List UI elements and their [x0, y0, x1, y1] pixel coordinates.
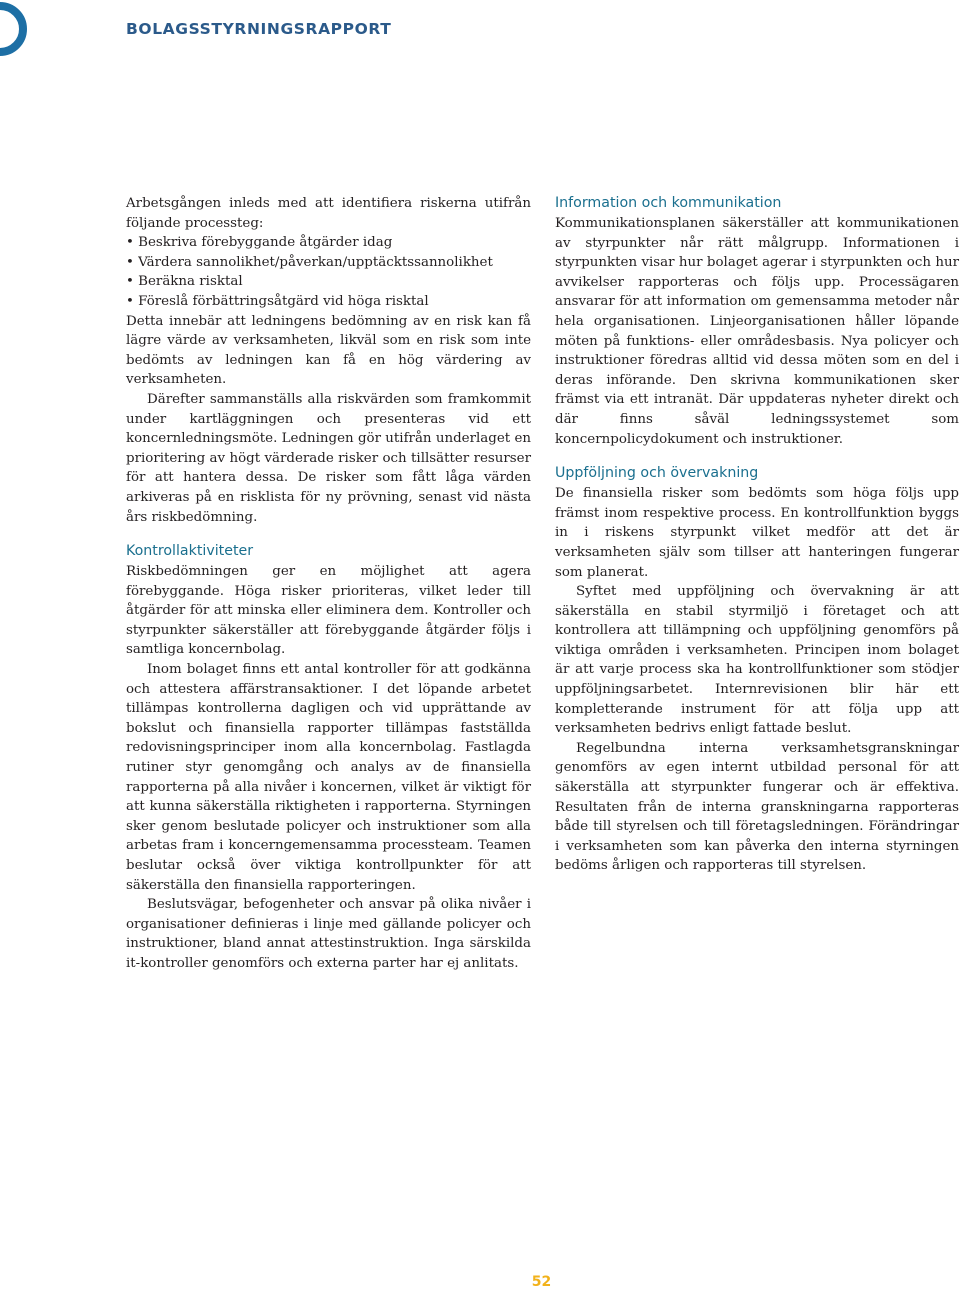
- right-column: [555, 194, 959, 876]
- bullet-item: • Föreslå förbättringsåtgärd vid höga risktal: [126, 292, 531, 312]
- body-paragraph: Beslutsvägar, befogenheter och ansvar på olika nivåer i organisationer definieras i linje med gällande policyer och instruktioner, bland annat attestinstruktion. Inga särskilda it-kontroller genomförs och externa parter har ej anlitats.: [126, 897, 531, 971]
- body-paragraph: Inom bolaget finns ett antal kontroller för att godkänna och attestera affärstransaktioner. I det löpande arbetet tillämpas kontrollerna dagligen och vid upprättande av bokslut och finansiella rapporter tillämpas fastställda redovisningsprinciper inom alla koncernbolag. Fastlagda rutiner styr genomgång och analys av de finansiella rapporterna på alla nivåer i koncernen, vilket är viktigt för att kunna säkerställa riktigheten i rapporterna. Styrningen sker genom beslutade policyer och instruktioner som alla arbetas fram i koncerngemensamma processteam. Teamen beslutar också över viktiga kontrollpunkter för att säkerställa den finansiella rapporteringen.: [126, 662, 531, 893]
- body-paragraph: Riskbedömningen ger en möjlighet att agera förebyggande. Höga risker prioriteras, vilket leder till åtgärder för att minska eller eliminera dem. Kontroller och styrpunkter säkerställer att förebyggande åtgärder följs i samtliga koncernbolag.: [126, 564, 531, 658]
- logo-ring-icon: [0, 2, 27, 56]
- bullet-item: • Värdera sannolikhet/påverkan/upptäcktssannolikhet: [126, 253, 531, 273]
- intro-paragraph: Arbetsgången inleds med att identifiera riskerna utifrån följande processteg:: [126, 196, 531, 231]
- bullet-item: • Beräkna risktal: [126, 272, 531, 292]
- section-heading-uppfoljning: Uppföljning och övervakning: [555, 465, 759, 482]
- body-paragraph: Kommunikationsplanen säkerställer att kommunikationen av styrpunkter når rätt målgrupp. Informationen i styrpunkten visar hur bolaget agerar i styrpunkten och hur avvikelser rapporteras och följs upp. Processägaren ansvarar för att information om gemensamma metoder når hela organisationen. Linjeorganisationen håller löpande möten på funktions- eller områdesbasis. Nya policyer och instruktioner föredras alltid vid dessa möten som en del i deras införande. Den skrivna kommunikationen sker främst via ett intranät. Där uppdateras nyheter direkt och där finns såväl ledningssystemet som koncernpolicydokument och instruktioner.: [555, 216, 959, 447]
- bullet-item: • Beskriva förebyggande åtgärder idag: [126, 233, 531, 253]
- body-paragraph: De finansiella risker som bedömts som höga följs upp främst inom respektive process. En kontrollfunktion byggs in i riskens styrpunkt vilket medför att det är verksamheten själv som tillser att hanteringen fungerar som planerat.: [555, 486, 959, 580]
- running-header: BOLAGSSTYRNINGSRAPPORT: [126, 20, 392, 38]
- body-paragraph: Regelbundna interna verksamhetsgranskningar genomförs av egen internt utbildad personal för att säkerställa att styrpunkter fungerar och är effektiva. Resultaten från de interna granskningarna rapporteras både till styrelsen och till företagsledningen. Förändringar i verksamheten som kan påverka den interna styrningen bedöms årligen och rapporteras till styrelsen.: [555, 740, 959, 874]
- left-column: [126, 194, 531, 974]
- section-heading-kontrollaktiviteter: Kontrollaktiviteter: [126, 543, 254, 560]
- body-paragraph: Detta innebär att ledningens bedömning av en risk kan få lägre värde av verksamheten, likväl som en risk som inte bedömts av ledningen kan få en hög värdering av verksamheten.: [126, 313, 531, 388]
- page-number: 52: [531, 1274, 552, 1290]
- body-paragraph: Syftet med uppföljning och övervakning är att säkerställa en stabil styrmiljö i företaget och att kontrollera att tillämpning och uppföljning genomförs på viktiga områden i verksamheten. Principen inom bolaget är att varje process ska ha kontrollfunktioner som stödjer uppföljningsarbetet. Internrevisionen blir här ett kompletterande instrument för att följa upp att verksamheten bedrivs enligt fattade beslut.: [555, 584, 959, 737]
- body-paragraph: Därefter sammanställs alla riskvärden som framkommit under kartläggningen och presenteras vid ett koncernledningsmöte. Ledningen gör utifrån underlaget en prioritering av högt värderade risker och tillsätter resurser för att hantera dessa. De risker som fått låga värden arkiveras på en risklista för ny prövning, senast vid nästa års riskbedömning.: [126, 391, 531, 525]
- section-heading-information: Information och kommunikation: [555, 195, 782, 211]
